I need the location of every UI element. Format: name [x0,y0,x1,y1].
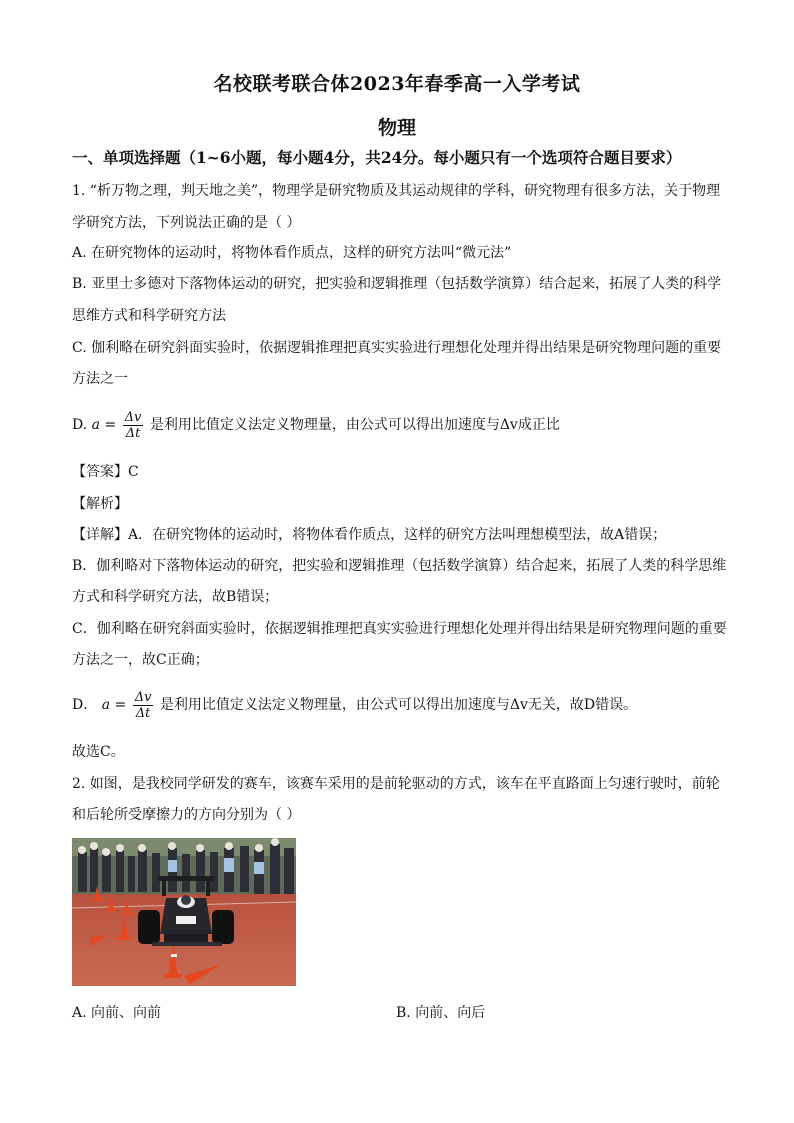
q2-stem-line2: 和后轮所受摩擦力的方向分别为（ ） [72,807,301,823]
q1-option-a: A. 在研究物体的运动时，将物体看作质点，这样的研究方法叫“微元法” [72,245,512,261]
frac-denominator: Δt [125,425,141,441]
frac-numerator-2: Δv [134,689,152,705]
detail-b-line1: B．伽利略对下落物体运动的研究，把实验和逻辑推理（包括数学演算）结合起来，拓展了人类的科学思维 [72,558,727,574]
q1-option-c-line2: 方法之一 [72,371,128,387]
exam-title: 名校联考联合体2023年春季高一入学考试 [213,73,581,95]
q1-option-c-line1: C. 伽利略在研究斜面实验时，依据逻辑推理把真实实验进行理想化处理并得出结果是研究物理问题的重要 [72,340,722,356]
detail-d [72,685,724,725]
answer-value: C [128,464,139,480]
detail-c-line2: 方法之一，故C正确； [72,652,209,668]
detail-d-prefix: D． [72,697,98,713]
option-d-text: 是利用比值定义法定义物理量，由公式可以得出加速度与Δv成正比 [149,417,560,433]
accel-symbol: a [91,417,100,433]
detail-b-line2: 方式和科学研究方法，故B错误； [72,589,279,605]
q1-option-b-line2: 思维方式和科学研究方法 [72,308,226,324]
detail-d-text: 是利用比值定义法定义物理量，由公式可以得出加速度与Δv无关，故D错误。 [159,697,638,713]
q2-option-a: A. 向前、向前 [72,1005,162,1021]
frac-numerator: Δv [124,409,142,425]
equals-sign: = [104,417,121,433]
detail-c-line1: C．伽利略在研究斜面实验时，依据逻辑推理把真实实验进行理想化处理并得出结果是研究物理问题的重要 [72,621,727,637]
answer-line [72,462,724,482]
equals-sign-2: = [114,697,131,713]
q1-option-d [72,405,724,445]
frac-denominator-2: Δt [135,705,151,721]
conclusion: 故选C。 [72,744,125,760]
option-d-prefix: D. [72,417,92,433]
q2-option-b: B. 向前、向后 [396,1005,486,1021]
q1-option-b-line1: B. 亚里士多德对下落物体运动的研究，把实验和逻辑推理（包括数学演算）结合起来，拓展了人类的科学 [72,276,722,292]
q1-stem-line1: 1. “析万物之理，判天地之美”，物理学是研究物质及其运动规律的学科，研究物理有很多方法，关于物理 [72,183,721,199]
accel-symbol-2: a [101,697,111,713]
section-heading: 一、单项选择题（1~6小题，每小题4分，共24分。每小题只有一个选项符合题目要求） [72,148,682,167]
q1-stem-line2: 学研究方法，下列说法正确的是（ ） [72,215,301,231]
detail-a: 【详解】A．在研究物体的运动时，将物体看作质点，这样的研究方法叫理想模型法，故A错误； [72,527,667,543]
q2-stem-line1: 2. 如图，是我校同学研发的赛车，该赛车采用的是前轮驱动的方式，该车在平直路面上匀速行驶时，前轮 [72,776,720,792]
delta-v-over-delta-t-2 [133,690,154,721]
answer-label: 【答案】 [72,464,128,480]
exam-subject: 物理 [377,117,416,139]
analysis-label: 【解析】 [72,496,128,512]
delta-v-over-delta-t [123,410,144,441]
race-car-photo [72,838,296,986]
